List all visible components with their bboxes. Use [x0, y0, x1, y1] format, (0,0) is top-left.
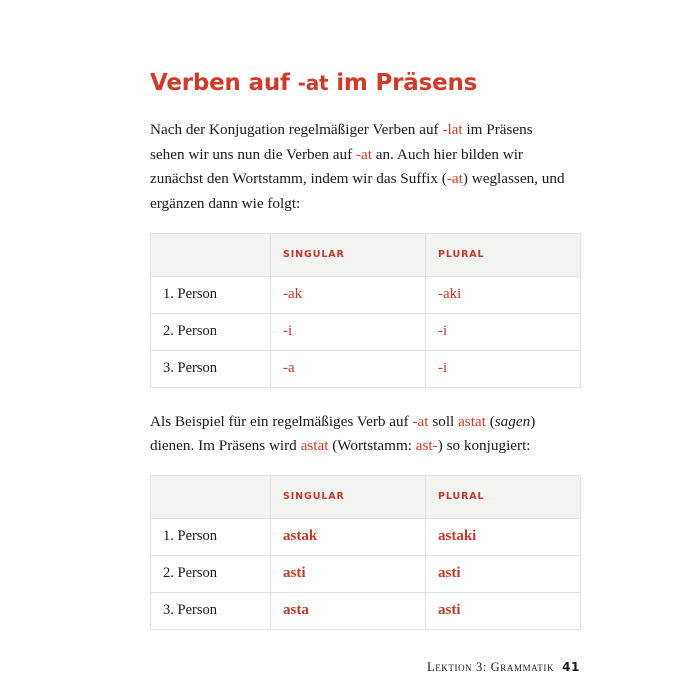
- table-header-row: [151, 233, 581, 276]
- table1-row0-plural: -aki: [426, 276, 581, 313]
- paragraph2-s2: soll: [428, 412, 459, 430]
- table1-header-singular: SINGULAR: [271, 233, 426, 276]
- paragraph2-s1: Als Beispiel für ein regelmäßiges Verb auf: [150, 412, 413, 430]
- paragraph1-accent1: -lat: [442, 121, 463, 138]
- table1-row0-singular: -ak: [271, 276, 426, 313]
- paragraph1-accent2: -at: [355, 145, 372, 163]
- table-row: [151, 592, 581, 629]
- paragraph2-accent1: -at: [412, 412, 429, 430]
- paragraph2-accent3: astat: [300, 437, 329, 455]
- table2-row0-person: 1. Person: [151, 518, 271, 555]
- table1-row1-person: 2. Person: [151, 313, 271, 350]
- table2-header-singular: SINGULAR: [271, 475, 426, 518]
- page-title-part1: Verben auf: [150, 70, 298, 96]
- table2-header-blank: [151, 475, 271, 518]
- paragraph1-s4: ) weglassen, und ergänzen dann wie folgt:: [150, 170, 565, 212]
- paragraph2-accent4: ast-: [415, 437, 438, 455]
- table1-row2-singular: -a: [271, 350, 426, 387]
- paragraph-intro: [150, 118, 570, 217]
- page-footer: [427, 660, 580, 675]
- page-title: [150, 70, 580, 96]
- table-row: [151, 518, 581, 555]
- footer-label: Lektion 3: Grammatik: [426, 660, 555, 674]
- table2-row2-singular: asta: [271, 592, 426, 629]
- table2-row2-person: 3. Person: [151, 592, 271, 629]
- footer-page-number: 41: [562, 660, 580, 674]
- paragraph1-s3: an. Auch hier bilden wir zunächst den Wortstamm, indem wir das Suffix (: [150, 145, 523, 188]
- paragraph1-accent3: -at: [446, 170, 463, 188]
- paragraph2-s6: ) so konjugiert:: [437, 437, 531, 455]
- table2-row1-singular: asti: [271, 555, 426, 592]
- table2-row1-plural: asti: [426, 555, 581, 592]
- table1-row1-plural: -i: [426, 313, 581, 350]
- table2-header-plural: PLURAL: [426, 475, 581, 518]
- table-row: [151, 555, 581, 592]
- paragraph2-italic: sagen: [494, 412, 531, 430]
- table-header-row: [151, 475, 581, 518]
- page-title-suffix: -at: [297, 71, 329, 95]
- suffix-table: [150, 233, 581, 388]
- table2-row1-person: 2. Person: [151, 555, 271, 592]
- page-title-part2: im Präsens: [328, 70, 478, 96]
- paragraph2-s4: ) dienen. Im Präsens wird: [150, 412, 536, 455]
- table-row: [151, 350, 581, 387]
- example-conjugation-table: [150, 475, 581, 630]
- table2-row2-plural: asti: [426, 592, 581, 629]
- table1-header-plural: PLURAL: [426, 233, 581, 276]
- table1-row1-singular: -i: [271, 313, 426, 350]
- table2-row0-plural: astaki: [426, 518, 581, 555]
- table-row: [151, 276, 581, 313]
- paragraph2-accent2: astat: [458, 412, 486, 430]
- table2-row0-singular: astak: [271, 518, 426, 555]
- table-row: [151, 313, 581, 350]
- table1-header-blank: [151, 233, 271, 276]
- paragraph1-s2: im Präsens sehen wir uns nun die Verben auf: [150, 121, 533, 163]
- table1-row2-plural: -i: [426, 350, 581, 387]
- paragraph-example: [150, 410, 570, 459]
- paragraph2-s3: (: [485, 412, 495, 430]
- paragraph2-s5: (Wortstamm:: [328, 437, 416, 455]
- paragraph1-s1: Nach der Konjugation regelmäßiger Verben auf: [150, 121, 443, 138]
- table1-row0-person: 1. Person: [151, 276, 271, 313]
- table1-row2-person: 3. Person: [151, 350, 271, 387]
